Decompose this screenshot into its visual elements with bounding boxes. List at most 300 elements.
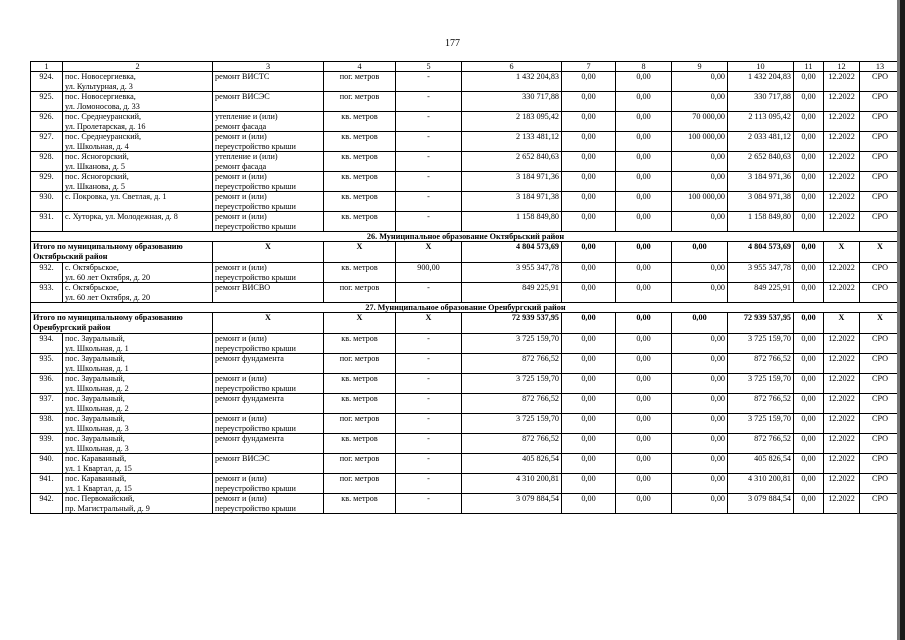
row-date: 12.2022 bbox=[824, 354, 860, 374]
row-number: 933. bbox=[31, 283, 63, 303]
column-number-10: 10 bbox=[728, 62, 794, 72]
row-work-type: ремонт фундамента bbox=[213, 354, 324, 374]
total-label: Итого по муниципальному образованию Оренбургский район bbox=[31, 313, 213, 334]
row-col11: 0,00 bbox=[794, 72, 824, 92]
row-quantity: - bbox=[396, 212, 462, 232]
total-col11: 0,00 bbox=[794, 242, 824, 263]
row-date: 12.2022 bbox=[824, 394, 860, 414]
row-method: СРО bbox=[860, 334, 901, 354]
row-col7: 0,00 bbox=[562, 283, 616, 303]
row-unit: кв. метров bbox=[324, 263, 396, 283]
row-address: пос. Зауральный, ул. Школьная, д. 3 bbox=[63, 434, 213, 454]
column-number-8: 8 bbox=[616, 62, 672, 72]
row-col11: 0,00 bbox=[794, 192, 824, 212]
row-col10: 872 766,52 bbox=[728, 394, 794, 414]
table-row bbox=[31, 394, 901, 414]
row-total-cost: 2 652 840,63 bbox=[462, 152, 562, 172]
column-number-1: 1 bbox=[31, 62, 63, 72]
row-col9: 0,00 bbox=[672, 152, 728, 172]
row-date: 12.2022 bbox=[824, 474, 860, 494]
row-unit: пог. метров bbox=[324, 474, 396, 494]
row-quantity: - bbox=[396, 283, 462, 303]
table-row bbox=[31, 212, 901, 232]
row-number: 925. bbox=[31, 92, 63, 112]
row-unit: кв. метров bbox=[324, 394, 396, 414]
total-x-col3: X bbox=[213, 313, 324, 334]
row-work-type: ремонт ВИСЭС bbox=[213, 454, 324, 474]
row-col10: 3 725 159,70 bbox=[728, 334, 794, 354]
table-row bbox=[31, 263, 901, 283]
table-row bbox=[31, 112, 901, 132]
table-row bbox=[31, 434, 901, 454]
row-address: пос. Зауральный, ул. Школьная, д. 3 bbox=[63, 414, 213, 434]
row-col8: 0,00 bbox=[616, 334, 672, 354]
total-x-col12: X bbox=[824, 313, 860, 334]
row-address: пос. Зауральный, ул. Школьная, д. 2 bbox=[63, 374, 213, 394]
table-row bbox=[31, 152, 901, 172]
table-row bbox=[31, 474, 901, 494]
row-col10: 872 766,52 bbox=[728, 354, 794, 374]
row-col8: 0,00 bbox=[616, 434, 672, 454]
row-unit: кв. метров bbox=[324, 434, 396, 454]
total-x-col5: X bbox=[396, 242, 462, 263]
total-col10: 72 939 537,95 bbox=[728, 313, 794, 334]
row-unit: пог. метров bbox=[324, 92, 396, 112]
row-col7: 0,00 bbox=[562, 334, 616, 354]
row-col10: 405 826,54 bbox=[728, 454, 794, 474]
row-work-type: утепление и (или) ремонт фасада bbox=[213, 112, 324, 132]
row-total-cost: 3 955 347,78 bbox=[462, 263, 562, 283]
row-method: СРО bbox=[860, 283, 901, 303]
row-address: пос. Новосергиевка, ул. Ломоносова, д. 33 bbox=[63, 92, 213, 112]
row-col10: 3 079 884,54 bbox=[728, 494, 794, 514]
row-col8: 0,00 bbox=[616, 374, 672, 394]
row-unit: пог. метров bbox=[324, 414, 396, 434]
row-col7: 0,00 bbox=[562, 454, 616, 474]
row-col10: 1 158 849,80 bbox=[728, 212, 794, 232]
column-number-9: 9 bbox=[672, 62, 728, 72]
row-col8: 0,00 bbox=[616, 172, 672, 192]
row-unit: кв. метров bbox=[324, 192, 396, 212]
row-work-type: ремонт и (или) переустройство крыши bbox=[213, 192, 324, 212]
row-col8: 0,00 bbox=[616, 494, 672, 514]
row-date: 12.2022 bbox=[824, 132, 860, 152]
row-col11: 0,00 bbox=[794, 334, 824, 354]
row-col10: 3 725 159,70 bbox=[728, 374, 794, 394]
row-col10: 3 725 159,70 bbox=[728, 414, 794, 434]
row-col9: 100 000,00 bbox=[672, 132, 728, 152]
table-body bbox=[31, 62, 901, 514]
row-date: 12.2022 bbox=[824, 374, 860, 394]
row-method: СРО bbox=[860, 474, 901, 494]
row-col7: 0,00 bbox=[562, 112, 616, 132]
total-x-col4: X bbox=[324, 242, 396, 263]
row-address: с. Хуторка, ул. Молодежная, д. 8 bbox=[63, 212, 213, 232]
row-method: СРО bbox=[860, 192, 901, 212]
row-col8: 0,00 bbox=[616, 132, 672, 152]
row-method: СРО bbox=[860, 212, 901, 232]
row-col9: 0,00 bbox=[672, 263, 728, 283]
row-col9: 0,00 bbox=[672, 474, 728, 494]
row-unit: кв. метров bbox=[324, 112, 396, 132]
row-col7: 0,00 bbox=[562, 414, 616, 434]
row-number: 938. bbox=[31, 414, 63, 434]
total-cost: 4 804 573,69 bbox=[462, 242, 562, 263]
total-x-col12: X bbox=[824, 242, 860, 263]
row-number: 929. bbox=[31, 172, 63, 192]
row-work-type: ремонт и (или) переустройство крыши bbox=[213, 494, 324, 514]
row-number: 926. bbox=[31, 112, 63, 132]
row-col11: 0,00 bbox=[794, 283, 824, 303]
row-col7: 0,00 bbox=[562, 394, 616, 414]
column-number-4: 4 bbox=[324, 62, 396, 72]
row-col8: 0,00 bbox=[616, 192, 672, 212]
row-col7: 0,00 bbox=[562, 152, 616, 172]
total-x-col4: X bbox=[324, 313, 396, 334]
table-row bbox=[31, 354, 901, 374]
row-work-type: ремонт и (или) переустройство крыши bbox=[213, 414, 324, 434]
row-col9: 0,00 bbox=[672, 394, 728, 414]
row-quantity: - bbox=[396, 112, 462, 132]
row-address: пос. Зауральный, ул. Школьная, д. 1 bbox=[63, 334, 213, 354]
row-col11: 0,00 bbox=[794, 152, 824, 172]
row-total-cost: 3 184 971,38 bbox=[462, 192, 562, 212]
total-col9: 0,00 bbox=[672, 242, 728, 263]
row-unit: пог. метров bbox=[324, 454, 396, 474]
table-row bbox=[31, 334, 901, 354]
row-address: с. Октябрьское, ул. 60 лет Октября, д. 20 bbox=[63, 263, 213, 283]
row-col10: 4 310 200,81 bbox=[728, 474, 794, 494]
row-number: 927. bbox=[31, 132, 63, 152]
page-number: 177 bbox=[445, 38, 460, 49]
row-total-cost: 3 079 884,54 bbox=[462, 494, 562, 514]
row-address: пос. Зауральный, ул. Школьная, д. 1 bbox=[63, 354, 213, 374]
row-date: 12.2022 bbox=[824, 92, 860, 112]
row-col9: 0,00 bbox=[672, 434, 728, 454]
row-col11: 0,00 bbox=[794, 92, 824, 112]
row-col9: 0,00 bbox=[672, 334, 728, 354]
total-col7: 0,00 bbox=[562, 242, 616, 263]
row-work-type: ремонт и (или) переустройство крыши bbox=[213, 334, 324, 354]
scan-edge bbox=[900, 0, 905, 640]
column-number-2: 2 bbox=[63, 62, 213, 72]
row-total-cost: 872 766,52 bbox=[462, 394, 562, 414]
row-quantity: - bbox=[396, 172, 462, 192]
row-number: 937. bbox=[31, 394, 63, 414]
row-work-type: ремонт ВИСВО bbox=[213, 283, 324, 303]
row-address: пос. Новосергиевка, ул. Культурная, д. 3 bbox=[63, 72, 213, 92]
row-date: 12.2022 bbox=[824, 112, 860, 132]
row-col7: 0,00 bbox=[562, 494, 616, 514]
row-col9: 0,00 bbox=[672, 72, 728, 92]
row-work-type: ремонт ВИСЭС bbox=[213, 92, 324, 112]
row-col7: 0,00 bbox=[562, 474, 616, 494]
table-row bbox=[31, 494, 901, 514]
row-col8: 0,00 bbox=[616, 212, 672, 232]
row-quantity: - bbox=[396, 434, 462, 454]
row-col10: 3 955 347,78 bbox=[728, 263, 794, 283]
row-unit: кв. метров bbox=[324, 152, 396, 172]
row-col8: 0,00 bbox=[616, 394, 672, 414]
row-total-cost: 872 766,52 bbox=[462, 434, 562, 454]
column-number-11: 11 bbox=[794, 62, 824, 72]
table-row bbox=[31, 132, 901, 152]
row-number: 928. bbox=[31, 152, 63, 172]
total-col11: 0,00 bbox=[794, 313, 824, 334]
row-address: пос. Караванный, ул. 1 Квартал, д. 15 bbox=[63, 454, 213, 474]
row-date: 12.2022 bbox=[824, 414, 860, 434]
row-number: 934. bbox=[31, 334, 63, 354]
row-col8: 0,00 bbox=[616, 454, 672, 474]
row-col9: 0,00 bbox=[672, 172, 728, 192]
row-method: СРО bbox=[860, 172, 901, 192]
row-col7: 0,00 bbox=[562, 192, 616, 212]
row-total-cost: 1 158 849,80 bbox=[462, 212, 562, 232]
row-date: 12.2022 bbox=[824, 434, 860, 454]
column-number-5: 5 bbox=[396, 62, 462, 72]
row-total-cost: 3 725 159,70 bbox=[462, 414, 562, 434]
row-total-cost: 2 133 481,12 bbox=[462, 132, 562, 152]
row-col7: 0,00 bbox=[562, 354, 616, 374]
row-work-type: ремонт ВИСТС bbox=[213, 72, 324, 92]
section-header-row bbox=[31, 232, 901, 242]
row-col9: 0,00 bbox=[672, 374, 728, 394]
total-col10: 4 804 573,69 bbox=[728, 242, 794, 263]
row-col11: 0,00 bbox=[794, 394, 824, 414]
row-unit: кв. метров bbox=[324, 132, 396, 152]
row-method: СРО bbox=[860, 494, 901, 514]
row-col9: 0,00 bbox=[672, 454, 728, 474]
row-col11: 0,00 bbox=[794, 474, 824, 494]
row-col9: 0,00 bbox=[672, 494, 728, 514]
total-x-col3: X bbox=[213, 242, 324, 263]
row-total-cost: 405 826,54 bbox=[462, 454, 562, 474]
row-unit: кв. метров bbox=[324, 374, 396, 394]
row-col8: 0,00 bbox=[616, 112, 672, 132]
table-row bbox=[31, 283, 901, 303]
row-col11: 0,00 bbox=[794, 112, 824, 132]
row-col7: 0,00 bbox=[562, 374, 616, 394]
row-unit: пог. метров bbox=[324, 354, 396, 374]
row-work-type: утепление и (или) ремонт фасада bbox=[213, 152, 324, 172]
row-number: 940. bbox=[31, 454, 63, 474]
row-total-cost: 1 432 204,83 bbox=[462, 72, 562, 92]
row-number: 941. bbox=[31, 474, 63, 494]
row-col8: 0,00 bbox=[616, 474, 672, 494]
row-method: СРО bbox=[860, 394, 901, 414]
row-address: пос. Ясногорский, ул. Шканова, д. 5 bbox=[63, 152, 213, 172]
row-quantity: - bbox=[396, 354, 462, 374]
column-number-row bbox=[31, 62, 901, 72]
total-col8: 0,00 bbox=[616, 313, 672, 334]
table-row bbox=[31, 414, 901, 434]
row-unit: кв. метров bbox=[324, 212, 396, 232]
row-unit: кв. метров bbox=[324, 172, 396, 192]
row-col11: 0,00 bbox=[794, 212, 824, 232]
row-address: пос. Зауральный, ул. Школьная, д. 2 bbox=[63, 394, 213, 414]
row-col8: 0,00 bbox=[616, 92, 672, 112]
row-unit: кв. метров bbox=[324, 494, 396, 514]
row-col7: 0,00 bbox=[562, 172, 616, 192]
row-col10: 872 766,52 bbox=[728, 434, 794, 454]
row-col10: 330 717,88 bbox=[728, 92, 794, 112]
row-col11: 0,00 bbox=[794, 414, 824, 434]
column-number-7: 7 bbox=[562, 62, 616, 72]
row-col11: 0,00 bbox=[794, 494, 824, 514]
row-col7: 0,00 bbox=[562, 72, 616, 92]
row-method: СРО bbox=[860, 354, 901, 374]
table-row bbox=[31, 172, 901, 192]
row-quantity: - bbox=[396, 152, 462, 172]
row-method: СРО bbox=[860, 112, 901, 132]
row-col7: 0,00 bbox=[562, 434, 616, 454]
row-total-cost: 872 766,52 bbox=[462, 354, 562, 374]
row-quantity: - bbox=[396, 474, 462, 494]
row-method: СРО bbox=[860, 374, 901, 394]
row-work-type: ремонт и (или) переустройство крыши bbox=[213, 374, 324, 394]
row-quantity: - bbox=[396, 494, 462, 514]
total-x-col13: X bbox=[860, 242, 901, 263]
row-col9: 0,00 bbox=[672, 92, 728, 112]
total-col7: 0,00 bbox=[562, 313, 616, 334]
row-unit: пог. метров bbox=[324, 72, 396, 92]
row-number: 932. bbox=[31, 263, 63, 283]
row-col11: 0,00 bbox=[794, 172, 824, 192]
row-col11: 0,00 bbox=[794, 263, 824, 283]
row-address: пос. Первомайский, пр. Магистральный, д. 9 bbox=[63, 494, 213, 514]
municipal-total-row bbox=[31, 313, 901, 334]
total-col9: 0,00 bbox=[672, 313, 728, 334]
row-col11: 0,00 bbox=[794, 374, 824, 394]
capital-repair-table bbox=[30, 61, 901, 514]
row-col10: 2 652 840,63 bbox=[728, 152, 794, 172]
table-row bbox=[31, 192, 901, 212]
row-date: 12.2022 bbox=[824, 494, 860, 514]
row-date: 12.2022 bbox=[824, 454, 860, 474]
row-date: 12.2022 bbox=[824, 72, 860, 92]
row-work-type: ремонт и (или) переустройство крыши bbox=[213, 132, 324, 152]
row-number: 930. bbox=[31, 192, 63, 212]
row-total-cost: 2 183 095,42 bbox=[462, 112, 562, 132]
section-title: 27. Муниципальное образование Оренбургский район bbox=[31, 303, 901, 313]
row-col11: 0,00 bbox=[794, 132, 824, 152]
row-work-type: ремонт и (или) переустройство крыши bbox=[213, 172, 324, 192]
row-number: 924. bbox=[31, 72, 63, 92]
row-number: 942. bbox=[31, 494, 63, 514]
section-title: 26. Муниципальное образование Октябрьский район bbox=[31, 232, 901, 242]
total-cost: 72 939 537,95 bbox=[462, 313, 562, 334]
row-address: пос. Караванный, ул. 1 Квартал, д. 15 bbox=[63, 474, 213, 494]
row-total-cost: 3 725 159,70 bbox=[462, 334, 562, 354]
row-address: пос. Ясногорский, ул. Шканова, д. 5 bbox=[63, 172, 213, 192]
row-col10: 2 113 095,42 bbox=[728, 112, 794, 132]
row-col8: 0,00 bbox=[616, 283, 672, 303]
row-col10: 849 225,91 bbox=[728, 283, 794, 303]
row-quantity: - bbox=[396, 374, 462, 394]
row-number: 939. bbox=[31, 434, 63, 454]
row-total-cost: 330 717,88 bbox=[462, 92, 562, 112]
table-row bbox=[31, 454, 901, 474]
row-quantity: - bbox=[396, 394, 462, 414]
row-col7: 0,00 bbox=[562, 92, 616, 112]
row-method: СРО bbox=[860, 92, 901, 112]
row-quantity: - bbox=[396, 334, 462, 354]
total-x-col13: X bbox=[860, 313, 901, 334]
row-col10: 3 084 971,38 bbox=[728, 192, 794, 212]
row-quantity: 900,00 bbox=[396, 263, 462, 283]
row-work-type: ремонт и (или) переустройство крыши bbox=[213, 474, 324, 494]
row-address: с. Покровка, ул. Светлая, д. 1 bbox=[63, 192, 213, 212]
row-method: СРО bbox=[860, 132, 901, 152]
row-col8: 0,00 bbox=[616, 354, 672, 374]
row-method: СРО bbox=[860, 263, 901, 283]
table-row bbox=[31, 72, 901, 92]
row-method: СРО bbox=[860, 454, 901, 474]
row-address: пос. Среднеуранский, ул. Школьная, д. 4 bbox=[63, 132, 213, 152]
column-number-13: 13 bbox=[860, 62, 901, 72]
row-total-cost: 3 725 159,70 bbox=[462, 374, 562, 394]
column-number-6: 6 bbox=[462, 62, 562, 72]
row-quantity: - bbox=[396, 92, 462, 112]
row-work-type: ремонт фундамента bbox=[213, 394, 324, 414]
row-work-type: ремонт фундамента bbox=[213, 434, 324, 454]
row-col9: 70 000,00 bbox=[672, 112, 728, 132]
row-col8: 0,00 bbox=[616, 414, 672, 434]
row-col9: 0,00 bbox=[672, 414, 728, 434]
column-number-3: 3 bbox=[213, 62, 324, 72]
row-col11: 0,00 bbox=[794, 354, 824, 374]
table-row bbox=[31, 92, 901, 112]
row-date: 12.2022 bbox=[824, 172, 860, 192]
row-number: 935. bbox=[31, 354, 63, 374]
row-date: 12.2022 bbox=[824, 283, 860, 303]
row-method: СРО bbox=[860, 72, 901, 92]
municipal-total-row bbox=[31, 242, 901, 263]
row-col9: 0,00 bbox=[672, 354, 728, 374]
row-col8: 0,00 bbox=[616, 72, 672, 92]
row-method: СРО bbox=[860, 152, 901, 172]
row-method: СРО bbox=[860, 414, 901, 434]
row-quantity: - bbox=[396, 454, 462, 474]
row-date: 12.2022 bbox=[824, 212, 860, 232]
total-x-col5: X bbox=[396, 313, 462, 334]
row-col7: 0,00 bbox=[562, 212, 616, 232]
row-total-cost: 849 225,91 bbox=[462, 283, 562, 303]
row-col9: 0,00 bbox=[672, 212, 728, 232]
row-quantity: - bbox=[396, 192, 462, 212]
section-header-row bbox=[31, 303, 901, 313]
row-work-type: ремонт и (или) переустройство крыши bbox=[213, 263, 324, 283]
row-col8: 0,00 bbox=[616, 152, 672, 172]
row-address: пос. Среднеуранский, ул. Пролетарская, д. 16 bbox=[63, 112, 213, 132]
row-col8: 0,00 bbox=[616, 263, 672, 283]
row-number: 931. bbox=[31, 212, 63, 232]
row-date: 12.2022 bbox=[824, 263, 860, 283]
row-date: 12.2022 bbox=[824, 152, 860, 172]
table-row bbox=[31, 374, 901, 394]
row-unit: пог. метров bbox=[324, 283, 396, 303]
row-unit: кв. метров bbox=[324, 334, 396, 354]
row-number: 936. bbox=[31, 374, 63, 394]
row-quantity: - bbox=[396, 414, 462, 434]
total-col8: 0,00 bbox=[616, 242, 672, 263]
total-label: Итого по муниципальному образованию Октябрьский район bbox=[31, 242, 213, 263]
row-date: 12.2022 bbox=[824, 192, 860, 212]
row-col10: 3 184 971,36 bbox=[728, 172, 794, 192]
row-quantity: - bbox=[396, 132, 462, 152]
row-total-cost: 4 310 200,81 bbox=[462, 474, 562, 494]
row-col7: 0,00 bbox=[562, 132, 616, 152]
